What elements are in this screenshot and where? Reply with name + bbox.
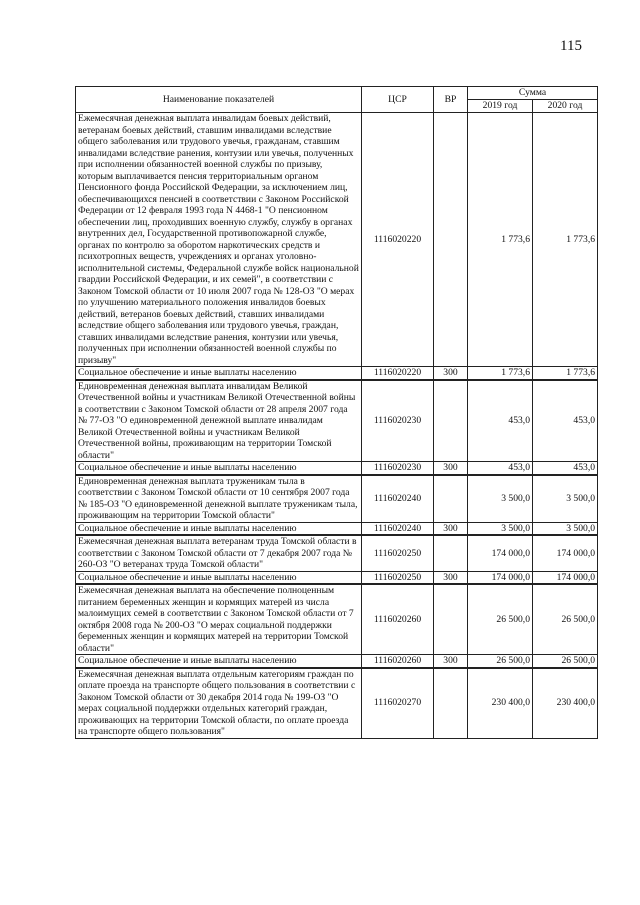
row-sum-2020: 174 000,0 [533,571,598,584]
row-csr: 1116020250 [362,571,434,584]
row-csr: 1116020260 [362,655,434,668]
row-csr: 1116020240 [362,475,434,523]
table-header [76,87,598,113]
table-row [76,113,598,367]
row-sum-2019: 26 500,0 [468,584,533,655]
row-vr [434,380,468,462]
budget-table [75,86,598,739]
table-row [76,535,598,571]
row-vr [434,113,468,367]
row-sum-2019: 26 500,0 [468,655,533,668]
row-vr: 300 [434,462,468,475]
row-name: Единовременная денежная выплата труженикам тыла в соответствии с Законом Томской области от 10 сентября 2007 года № 185-ОЗ "О единовременной денежной выплате труженикам тыла, проживающим на территории Томской области" [76,475,362,523]
row-sum-2020: 230 400,0 [533,668,598,739]
header-vr: ВР [434,87,468,113]
row-vr: 300 [434,367,468,380]
table-row [76,367,598,380]
row-vr: 300 [434,655,468,668]
row-sum-2019: 3 500,0 [468,475,533,523]
row-sum-2020: 1 773,6 [533,367,598,380]
row-sum-2019: 174 000,0 [468,535,533,571]
row-sum-2019: 1 773,6 [468,367,533,380]
row-csr: 1116020260 [362,584,434,655]
row-sum-2020: 453,0 [533,462,598,475]
row-sum-2019: 453,0 [468,380,533,462]
row-name: Социальное обеспечение и иные выплаты населению [76,655,362,668]
row-sum-2019: 230 400,0 [468,668,533,739]
header-year-2020: 2020 год [533,100,598,113]
row-sum-2019: 453,0 [468,462,533,475]
row-sum-2020: 3 500,0 [533,522,598,535]
row-csr: 1116020250 [362,535,434,571]
header-csr: ЦСР [362,87,434,113]
table-row [76,655,598,668]
row-vr [434,535,468,571]
row-name: Единовременная денежная выплата инвалидам Великой Отечественной войны и участникам Великой Отечественной войны в соответствии с Законом Томской области от 28 апреля 2007 года № 77-ОЗ "О единовременной денежной выплате инвалидам Великой Отечественной войны и участникам Великой Отечественной войны, проживающим на территории Томской области" [76,380,362,462]
row-name: Социальное обеспечение и иные выплаты населению [76,462,362,475]
row-vr: 300 [434,571,468,584]
row-sum-2020: 1 773,6 [533,113,598,367]
row-name: Социальное обеспечение и иные выплаты населению [76,522,362,535]
table-row [76,462,598,475]
header-year-2019: 2019 год [468,100,533,113]
row-sum-2020: 26 500,0 [533,584,598,655]
row-sum-2020: 453,0 [533,380,598,462]
page-number: 115 [560,38,582,54]
row-vr [434,668,468,739]
row-vr [434,475,468,523]
header-name: Наименование показателей [76,87,362,113]
row-sum-2020: 26 500,0 [533,655,598,668]
row-csr: 1116020270 [362,668,434,739]
row-name: Ежемесячная денежная выплата ветеранам труда Томской области в соответствии с Законом Томской области от 7 декабря 2007 года № 260-ОЗ "О ветеранах труда Томской области" [76,535,362,571]
table-row [76,571,598,584]
row-csr: 1116020240 [362,522,434,535]
table-row [76,380,598,462]
table-row [76,475,598,523]
row-name: Ежемесячная денежная выплата отдельным категориям граждан по оплате проезда на транспорте общего пользования в соответствии с Законом Томской области от 30 декабря 2014 года № 199-ОЗ "О мерах социальной поддержки отдельных категорий граждан, проживающих на территории Томской области, по оплате проезда на транспорте общего пользования" [76,668,362,739]
row-name: Социальное обеспечение и иные выплаты населению [76,571,362,584]
row-csr: 1116020220 [362,367,434,380]
row-sum-2020: 3 500,0 [533,475,598,523]
row-vr: 300 [434,522,468,535]
row-csr: 1116020230 [362,380,434,462]
row-sum-2019: 1 773,6 [468,113,533,367]
row-name: Социальное обеспечение и иные выплаты населению [76,367,362,380]
row-sum-2019: 3 500,0 [468,522,533,535]
row-name: Ежемесячная денежная выплата инвалидам боевых действий, ветеранам боевых действий, ставшим инвалидами вследствие общего заболевания или трудового увечья, гражданам, ставшим инвалидами вследствие ранения, контузии или увечья, полученных при исполнении обязанностей военной службы по призыву, которым выплачивается пенсия территориальным органом Пенсионного фонда Российской Федерации, за исключением лиц, обеспечивающихся пенсией в соответствии с Законом Российской Федерации от 12 февраля 1993 года N 4468-1 "О пенсионном обеспечении лиц, проходивших военную службу, службу в органах внутренних дел, Государственной противопожарной службе, органах по контролю за оборотом наркотических средств и психотропных веществ, учреждениях и органах уголовно-исполнительной системы, Федеральной службе войск национальной гвардии Российской Федерации, и их семей", в соответствии с Законом Томской области от 10 июля 2007 года № 128-ОЗ "О мерах по улучшению материального положения инвалидов боевых действий, ветеранов боевых действий, ставших инвалидами вследствие общего заболевания или трудового увечья, граждан, ставших инвалидами вследствие ранения, контузии или увечья, полученных при исполнении обязанностей военной службы по призыву" [76,113,362,367]
table-row [76,522,598,535]
row-csr: 1116020230 [362,462,434,475]
row-name: Ежемесячная денежная выплата на обеспечение полноценным питанием беременных женщин и кормящих матерей из числа малоимущих семей в соответствии с Законом Томской области от 7 октября 2008 года № 200-ОЗ "О мерах социальной поддержки беременных женщин и кормящих матерей на территории Томской области" [76,584,362,655]
table-row [76,584,598,655]
table-body [76,113,598,739]
row-sum-2020: 174 000,0 [533,535,598,571]
row-csr: 1116020220 [362,113,434,367]
table-row [76,668,598,739]
row-vr [434,584,468,655]
row-sum-2019: 174 000,0 [468,571,533,584]
header-sum: Сумма [468,87,598,100]
